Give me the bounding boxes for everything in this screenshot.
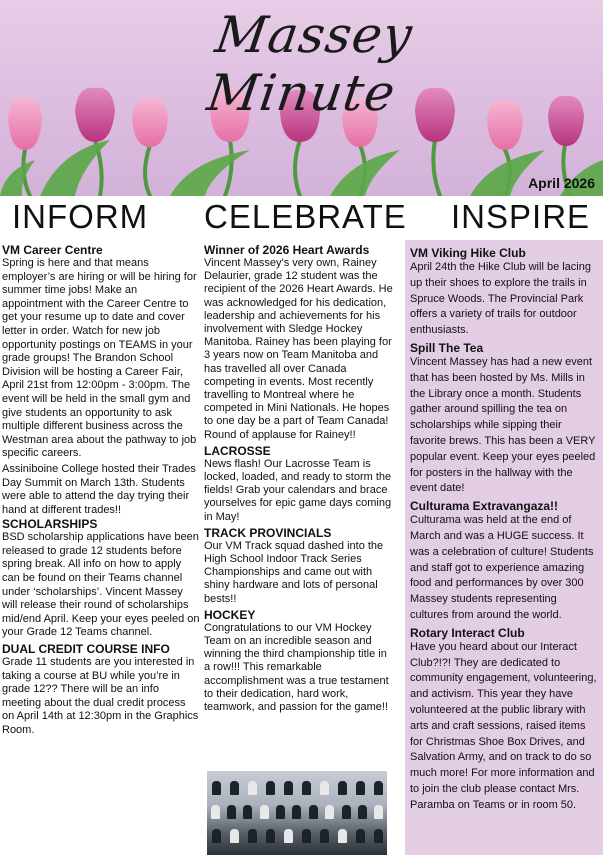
issue-date: April 2026	[528, 175, 595, 191]
hockey-text: Congratulations to our VM Hockey Team on an incredible season and winning the third championship title in a row!!! This remarkable accomplishment was a true testament to their dedication, hard work, teamwork, and passion for the game!!	[204, 621, 389, 714]
rotary-title: Rotary Interact Club	[410, 625, 525, 640]
celebrate-column	[204, 243, 394, 714]
inform-column	[2, 243, 200, 738]
dual-credit-title: DUAL CREDIT COURSE INFO	[2, 642, 170, 657]
celebrate-heading: CELEBRATE	[204, 198, 407, 235]
track-text: Our VM Track squad dashed into the High School Indoor Track Series Championships and came out with shiny hardware and lots of personal bests!!	[204, 539, 384, 605]
career-centre-title: VM Career Centre	[2, 243, 103, 257]
spill-tea-title: Spill The Tea	[410, 340, 484, 355]
rotary-text: Have you heard about our Interact Club?!?! They are dedicated to community engagement, volunteering, and activism. This year they have volunteered at the public library with arts and craft sessions, raised items for Christmas Shoe Box Drives, and Salvation Army, and on track to do so much more! For more information and to join the club please contact Mrs. Paramba on Teams or in room 50.	[410, 640, 597, 811]
career-centre-text: Spring is here and that means employer’s are hiring or will be hiring for summer time jobs! Make an appointment with the Career Centre to get your resume up to date and cover letter in order. Watch for new job opportunity postings on TEAMS in your grade groups! The Brandon School Division will be hosting a Career Fair, April 21st from 12:00pm - 3:00pm. The event will be held in the small gym and give students an opportunity to ask multiple different business across the Westman area about the pathway to job specific careers.	[2, 257, 197, 460]
culturama-text: Culturama was held at the end of March and was a HUGE success. It was a celebration of culture! Students and staff got to experience amazing food and performances by over 300 Massey students representing cultures from around the world.	[410, 514, 594, 621]
heart-awards-title: Winner of 2026 Heart Awards	[204, 243, 370, 257]
scholarships-text: BSD scholarship applications have been released to grade 12 students before spring break. All info on how to apply can be found on their Teams channel under ‘scholarships’. Vincent Massey will release their round of scholarships mid/end April. Keep your eyes peeled on your Grade 12 Teams channel.	[2, 531, 200, 639]
lacrosse-text: News flash! Our Lacrosse Team is locked, loaded, and ready to storm the fields! Grab your calendars and brace yourselves for epic game days coming in May!	[204, 457, 392, 523]
hockey-team-photo	[207, 771, 387, 855]
culturama-title: Culturama Extravangaza!!	[410, 499, 559, 514]
spill-tea-text: Vincent Massey has had a new event that has been hosted by Ms. Mills in the Library once a month. Students gather around spilling the tea on scholarships while sipping their favorite brews. This has been a VERY popular event. Keep your eyes peeled for posters in the hallway with the event date!	[410, 355, 596, 495]
trades-day-text: Assiniboine College hosted their Trades Day Summit on March 13th. Students were able to attend the day trying their hand at different trades!!	[2, 462, 196, 516]
lacrosse-title: LACROSSE	[204, 443, 271, 458]
heart-awards-text: Vincent Massey’s very own, Rainey Delaurier, grade 12 student was the recipient of the 2026 Heart Awards. He was acknowledged for his dedication, leadership and achievements for his involvement with Sledge Hockey Manitoba. Rainey has been playing for 3 years now on Team Manitoba and has travelled all over Canada competing in events. Most recently travelling to Montreal where he competed in Mini Nationals. He hopes to one day be a part of Team Canada! Round of applause for Rainey!!	[204, 257, 393, 441]
hike-club-text: April 24th the Hike Club will be lacing up their shoes to explore the trails in Spruce Woods. The Provincial Park offers a variety of trails for outdoor enthusiasts.	[410, 261, 591, 337]
inspire-heading: INSPIRE	[451, 198, 591, 235]
scholarships-title: SCHOLARSHIPS	[2, 517, 98, 532]
hike-club-title: VM Viking Hike Club	[410, 246, 526, 260]
hockey-title: HOCKEY	[204, 607, 256, 622]
track-title: TRACK PROVINCIALS	[204, 525, 332, 540]
newsletter-title: Massey Minute	[203, 6, 417, 122]
header-banner	[0, 0, 603, 196]
dual-credit-text: Grade 11 students are you interested in taking a course at BU while you’re in grade 12?? There will be an info meeting about the dual credit process on April 14th at 12:30pm in the Graphics Room.	[2, 656, 199, 736]
inspire-column	[405, 240, 603, 855]
inform-heading: INFORM	[12, 198, 149, 235]
